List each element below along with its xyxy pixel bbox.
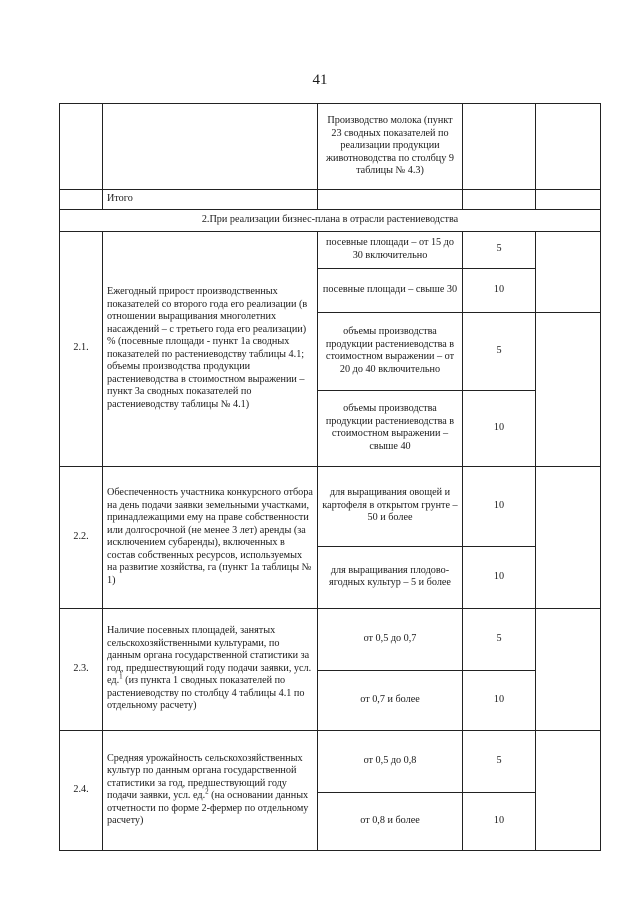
- criterion-score: 5: [463, 231, 536, 268]
- criteria-cell: Производство молока (пункт 23 сводных показателей по реализации продукции животноводства по столбцу 9 таблицы № 4.3): [318, 104, 463, 190]
- item-number: 2.1.: [60, 231, 103, 466]
- criterion-score: 10: [463, 390, 536, 466]
- item-description: [103, 730, 318, 850]
- criterion-label: от 0,8 и более: [318, 792, 463, 850]
- criterion-label: посевные площади – от 15 до 30 включительно: [318, 231, 463, 268]
- page-number: 41: [312, 72, 328, 88]
- criterion-label: для выращивания овощей и картофеля в открытом грунте – 50 и более: [318, 466, 463, 546]
- extra-cell: [536, 312, 601, 466]
- extra-cell: [536, 231, 601, 312]
- criterion-label: от 0,5 до 0,7: [318, 608, 463, 670]
- extra-cell: [536, 730, 601, 850]
- table-row: [60, 190, 601, 210]
- criterion-label: посевные площади – свыше 30: [318, 268, 463, 312]
- score-cell: [463, 190, 536, 210]
- criterion-score: 5: [463, 730, 536, 792]
- total-label: Итого: [103, 190, 318, 210]
- extra-cell: [536, 466, 601, 608]
- criterion-score: 5: [463, 312, 536, 390]
- description-text: Наличие посевных площадей, занятых сельскохозяйственными культурами, по данным органа государственной статистики за год, предшествующий году подачи заявки, усл. ед.: [107, 625, 312, 687]
- item-number: 2.2.: [60, 466, 103, 608]
- criterion-score: 10: [463, 466, 536, 546]
- footnote-mark: 1: [119, 672, 123, 681]
- description-text: Средняя урожайность сельскохозяйственных культур по данным органа государственной статистики за год, предшествующий году подачи заявки, усл. ед.: [107, 752, 303, 801]
- extra-cell: [536, 608, 601, 730]
- extra-cell: [536, 104, 601, 190]
- section-title: 2.При реализации бизнес-плана в отрасли растениеводства: [60, 209, 601, 231]
- num-cell: [60, 104, 103, 190]
- desc-cell: [103, 104, 318, 190]
- table-row: [60, 104, 601, 190]
- section-row: [60, 209, 601, 231]
- criterion-label: для выращивания плодово-ягодных культур – 5 и более: [318, 546, 463, 608]
- description-text: (из пункта 1 сводных показателей по растениеводству по столбцу 4 таблицы 4.1 по отдельному расчету): [107, 675, 305, 712]
- criterion-label: объемы производства продукции растениеводства в стоимостном выражении – свыше 40: [318, 390, 463, 466]
- table-row: [60, 466, 601, 546]
- criteria-table: [59, 103, 601, 851]
- criterion-label: от 0,7 и более: [318, 670, 463, 730]
- criterion-score: 10: [463, 546, 536, 608]
- num-cell: [60, 190, 103, 210]
- item-description: Обеспеченность участника конкурсного отбора на день подачи заявки земельными участками, принадлежащими ему на праве собственности или долгосрочной (не менее 3 лет) аренды (за исключением субаренды), включенных в состав собственных ресурсов, используемых на развитие хозяйства, га (пункт 1а таблицы № 1): [103, 466, 318, 608]
- description-text: (на основании данных отчетности по форме 2-фермер по отдельному расчету): [107, 790, 309, 826]
- table-row: [60, 231, 601, 268]
- criterion-score: 10: [463, 670, 536, 730]
- criterion-label: объемы производства продукции растениеводства в стоимостном выражении – от 20 до 40 включительно: [318, 312, 463, 390]
- score-cell: [463, 104, 536, 190]
- criterion-score: 10: [463, 792, 536, 850]
- footnote-mark: 2: [205, 787, 209, 796]
- item-description: [103, 608, 318, 730]
- criterion-score: 5: [463, 608, 536, 670]
- criterion-label: от 0,5 до 0,8: [318, 730, 463, 792]
- item-description: Ежегодный прирост производственных показателей со второго года его реализации (в отношении выращивания многолетних насаждений – с третьего года его реализации) % (посевные площади - пункт 1а сводных показателей по растениеводству таблицы 4.1; объемы производства продукции растениеводства в стоимостном выражении – пункт 3а сводных показателей по растениеводству таблицы № 4.1): [103, 231, 318, 466]
- item-number: 2.4.: [60, 730, 103, 850]
- criteria-cell: [318, 190, 463, 210]
- table-row: [60, 730, 601, 792]
- item-number: 2.3.: [60, 608, 103, 730]
- criterion-score: 10: [463, 268, 536, 312]
- extra-cell: [536, 190, 601, 210]
- table-row: [60, 608, 601, 670]
